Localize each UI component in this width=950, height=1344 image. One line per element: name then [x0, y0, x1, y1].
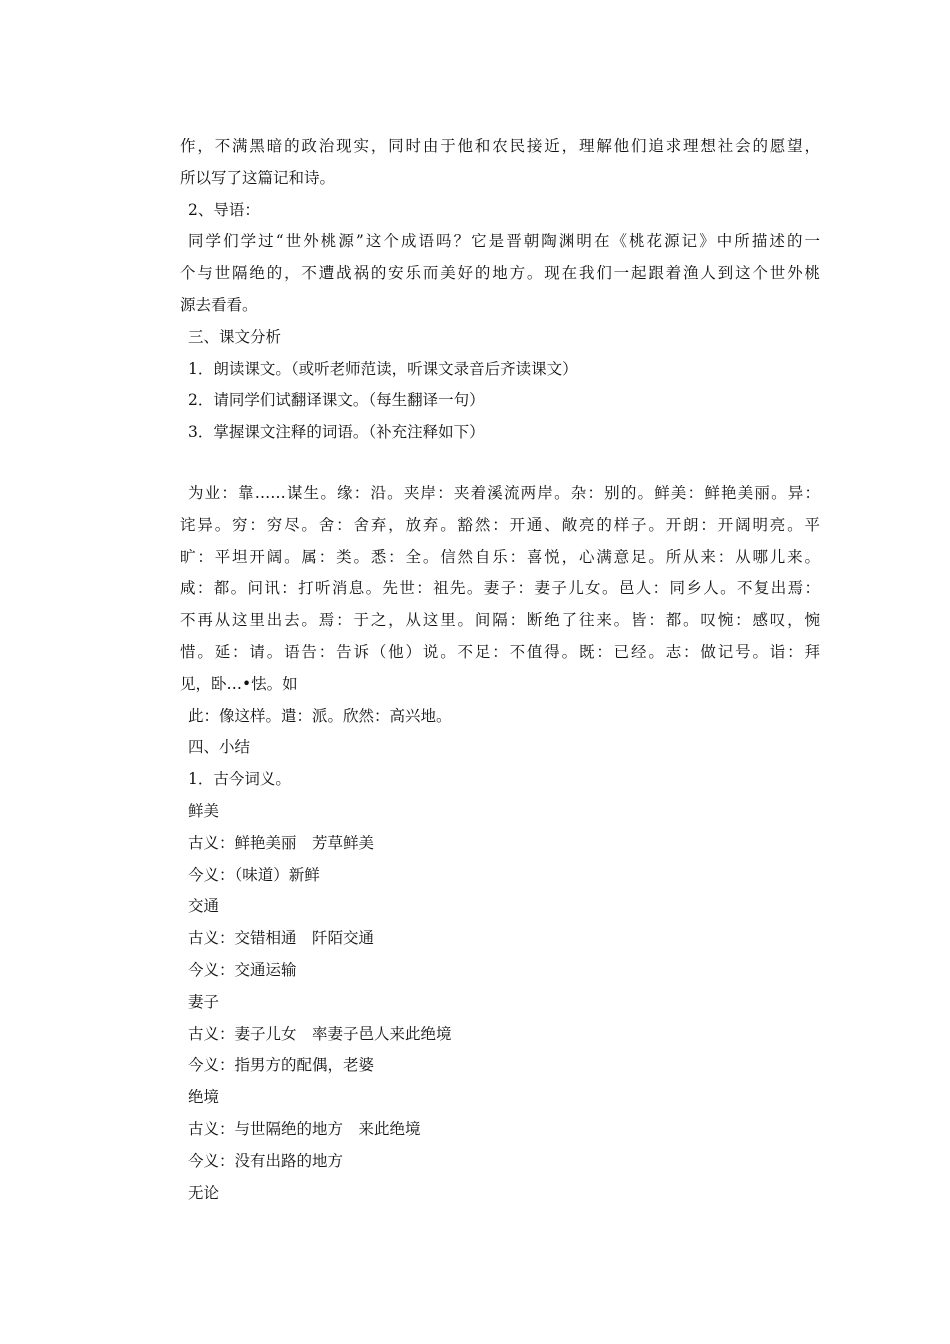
blank-gap: [180, 449, 820, 478]
word-entry: 古义：交错相通 阡陌交通: [188, 929, 375, 948]
notes-line: 为业：靠……谋生。缘：沿。夹岸：夹着溪流两岸。杂：别的。鲜美：鲜艳美丽。异：: [188, 483, 820, 502]
guide-line: 同学们学过“世外桃源”这个成语吗？它是晋朝陶渊明在《桃花源记》中所描述的一: [188, 232, 820, 251]
notes-line: 此：像这样。遣：派。欣然：高兴地。: [188, 706, 452, 725]
section3-heading: 三、课文分析: [188, 327, 282, 346]
document-body: [180, 131, 820, 1209]
notes-line: 见，卧…•怯。如: [180, 674, 298, 693]
guide-line: 源去看看。: [180, 295, 258, 314]
word-entry: 绝境: [188, 1088, 220, 1107]
notes-line: 诧异。穷：穷尽。舍：舍弃，放弃。豁然：开通、敞亮的样子。开朗：开阔明亮。平: [180, 515, 820, 534]
section4-item: 1．古今词义。: [188, 770, 291, 789]
section3-item: 2．请同学们试翻译课文。（每生翻译一句）: [188, 391, 485, 410]
word-entry: 今义：（味道）新鲜: [188, 865, 320, 884]
word-entry: 今义：没有出路的地方: [188, 1151, 344, 1170]
notes-line: 不再从这里出去。焉：于之，从这里。间隔：断绝了往来。皆：都。叹惋：感叹，惋: [180, 611, 820, 630]
intro-line: 作，不满黑暗的政治现实，同时由于他和农民接近，理解他们追求理想社会的愿望，: [180, 137, 820, 155]
word-entry: 鲜美: [188, 801, 220, 820]
notes-line: 惜。延：请。语告：告诉（他）说。不足：不值得。既：已经。志：做记号。诣：拜: [180, 642, 820, 661]
notes-line: 咸：都。问讯：打听消息。先世：祖先。妻子：妻子儿女。邑人：同乡人。不复出焉：: [180, 579, 820, 598]
guide-line: 个与世隔绝的，不遭战祸的安乐而美好的地方。现在我们一起跟着渔人到这个世外桃: [180, 264, 820, 283]
word-entry: 古义：与世隔绝的地方 来此绝境: [188, 1119, 421, 1138]
intro-line: 所以写了这篇记和诗。: [180, 168, 336, 187]
word-entry: 古义：妻子儿女 率妻子邑人来此绝境: [188, 1024, 452, 1043]
word-entry: 今义：交通运输: [188, 960, 297, 979]
word-entry: 无论: [188, 1183, 220, 1202]
notes-line: 旷：平坦开阔。属：类。悉：全。信然自乐：喜悦，心满意足。所从来：从哪儿来。: [180, 547, 820, 566]
word-entry: 今义：指男方的配偶，老婆: [188, 1056, 375, 1075]
section3-item: 1．朗读课文。（或听老师范读，听课文录音后齐读课文）: [188, 359, 578, 378]
section4-heading: 四、小结: [188, 738, 251, 757]
section3-item: 3．掌握课文注释的词语。（补充注释如下）: [188, 423, 485, 442]
guide-heading: 2、导语：: [188, 200, 260, 219]
word-entry: 交通: [188, 897, 220, 916]
word-entry: 古义：鲜艳美丽 芳草鲜美: [188, 833, 375, 852]
word-entry: 妻子: [188, 992, 220, 1011]
